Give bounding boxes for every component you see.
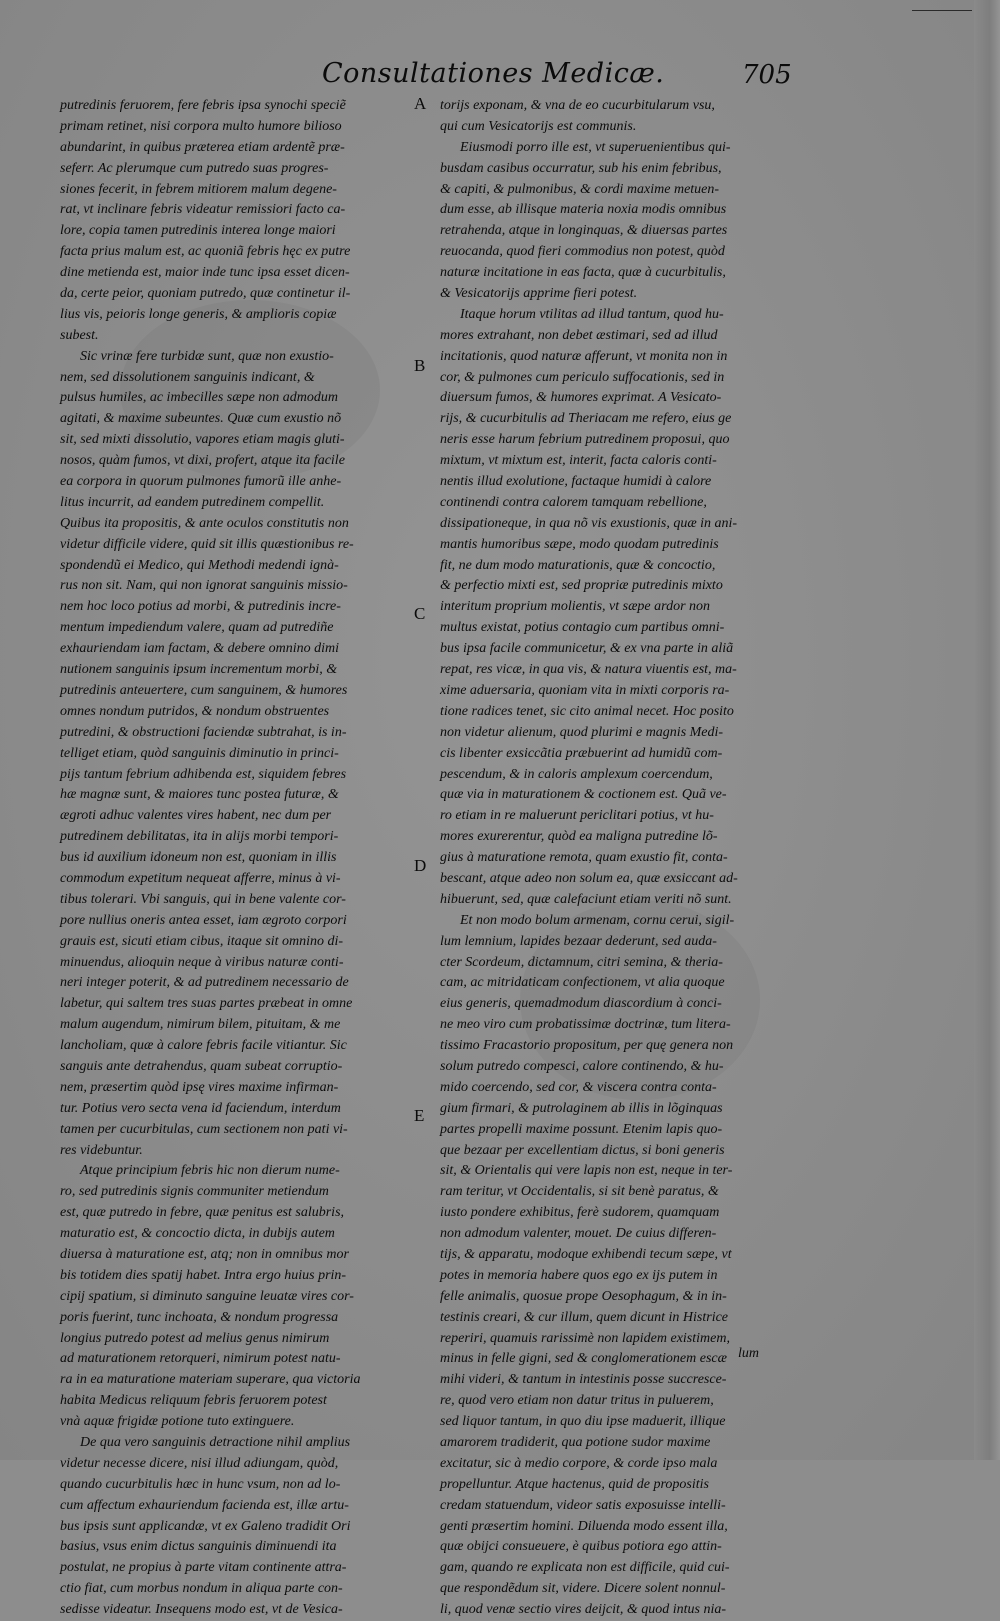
text-line: ram teritur, vt Occidentalis, si sit benè paratus, &	[440, 1184, 719, 1200]
text-line: reperiri, quamuis rarissimè non lapidem existimem,	[440, 1330, 730, 1346]
text-line: ad maturationem retorqueri, nimirum potest natu-	[60, 1351, 341, 1367]
text-line: hæ magnæ sunt, & maiores tunc postea futuræ, &	[60, 787, 339, 803]
text-line: & perfectio mixti est, sed propriæ putredinis mixto	[440, 578, 723, 594]
text-line: poris fuerint, tunc inchoata, & nondum progressa	[60, 1309, 339, 1325]
text-line: tione radices tenet, sic cito animal necet. Hoc posito	[440, 703, 734, 719]
text-line: naturæ incitatione in eas facta, quæ à cucurbitulis,	[440, 265, 726, 281]
text-line: rat, vt inclinare febris videatur remissiori facto ca-	[60, 202, 346, 218]
text-line: fit, ne dum modo maturationis, quæ & concoctio,	[440, 557, 716, 573]
text-line: lore, copia tamen putredinis interea longe maiori	[60, 223, 336, 239]
running-title: Consultationes Medicæ.	[322, 58, 665, 89]
text-line: omnes nondum putridos, & nondum obstruentes	[60, 703, 330, 719]
text-line: putredinem debilitatas, ita in alijs morbi tempori-	[60, 829, 339, 845]
text-line: bus ipsa facile communicetur, & ex vna parte in aliã	[440, 641, 734, 657]
margin-letter-b: B	[414, 356, 426, 375]
text-line: quæ obijci consueuere, è quibus potiora ego attin-	[440, 1539, 722, 1555]
text-line: mentum impediendum valere, quam ad putrediñe	[60, 620, 334, 636]
text-line: incitationis, quod naturæ afferunt, vt monita non in	[440, 348, 728, 364]
crop-mark	[912, 10, 972, 17]
text-line: cis libenter exsiccãtia præbuerint ad humidũ com-	[440, 745, 723, 761]
text-line: felle animalis, quosue prope Oesophagum, & in in-	[440, 1288, 727, 1304]
text-line: cipij spatium, si diminuto sanguine leuatæ vires cor-	[60, 1288, 354, 1304]
text-line: res videbuntur.	[60, 1142, 143, 1158]
text-line: multus existat, potius contagio cum partibus omni-	[440, 620, 725, 636]
text-line: neri integer poterit, & ad putredinem necessario de	[60, 975, 349, 991]
text-line: subest.	[60, 327, 99, 343]
text-line: repat, res vicæ, in qua vis, & natura viuentis est, ma-	[440, 662, 737, 678]
text-line: cam, ac mitridaticam confectionem, vt alia quoque	[440, 975, 725, 991]
text-line: putredinis anteuertere, cum sanguinem, & humores	[60, 682, 348, 698]
text-line: exhauriendam iam factam, & debere omnino dimi	[60, 641, 340, 657]
text-line: dum esse, ab illisque materia noxia modis omnibus	[440, 202, 727, 218]
text-line: est, quæ putredo in febre, quæ penitus est salubris,	[60, 1205, 345, 1221]
text-line: sed liquor tantum, in quo diu ipse maduerit, illique	[440, 1414, 726, 1430]
text-line: qui cum Vesicatorijs est communis.	[440, 118, 637, 134]
text-line: spondendũ ei Medico, qui Methodi medendi ignà-	[60, 557, 339, 573]
text-line: basius, vsus enim dictus sanguinis diminuendi ita	[60, 1539, 337, 1555]
text-line: bescant, atque adeo non solum ea, quæ exsiccant ad-	[440, 870, 738, 886]
text-line: minuendus, alioquin neque à viribus naturæ conti-	[60, 954, 344, 970]
text-line: nosos, quàm fumos, vt dixi, profert, atque ita facile	[60, 453, 345, 469]
page-number: 705	[742, 60, 792, 90]
text-line: rijs, & cucurbitulis ad Theriacam me refero, eius ge	[440, 411, 732, 427]
text-line: propelluntur. Atque hactenus, quid de propositis	[440, 1476, 709, 1492]
text-line: interitum proprium molientis, vt sæpe ardor non	[440, 599, 711, 615]
text-line: & Vesicatorijs apprime fieri potest.	[440, 286, 638, 302]
page-gutter-edge	[974, 0, 1000, 1460]
text-line: que bezaar per excellentiam dictus, si boni generis	[440, 1142, 725, 1158]
text-line: ne meo viro cum probatissimæ doctrinæ, tum litera-	[440, 1017, 731, 1033]
text-line: nentis illud exolutione, factaque humidi à calore	[440, 474, 712, 490]
text-line: tibus tolerari. Vbi sanguis, qui in bene valente cor-	[60, 891, 346, 907]
text-line: credam statuendum, videor satis exposuisse intelli-	[440, 1497, 726, 1513]
text-line: mantis humoribus sæpe, modo quodam putredinis	[440, 536, 719, 552]
text-line: telliget etiam, quòd sanguinis diminutio in princi-	[60, 745, 339, 761]
text-line: labetur, qui saltem tres suas partes præbeat in omne	[60, 996, 353, 1012]
text-line: solum putredo compesci, calore continendo, & hu-	[440, 1058, 724, 1074]
text-line: dissipationeque, in qua nõ vis exustionis, quæ in ani-	[440, 515, 738, 531]
text-line: pore nullius oneris antea esset, iam ægroto corpori	[60, 912, 347, 928]
margin-letter-a: A	[414, 94, 427, 113]
text-line: retrahenda, atque in longinquas, & diuersas partes	[440, 223, 728, 239]
text-line: Sic vrinæ fere turbidæ sunt, quæ non exustio-	[80, 348, 334, 364]
text-line: partes propelli maxime possunt. Etenim lapis quo-	[440, 1121, 723, 1137]
text-line: habita Medicus reliquum febris feruorem potest	[60, 1393, 327, 1409]
text-line: torijs exponam, & vna de eo cucurbitularum vsu,	[440, 98, 715, 113]
text-line: mihi videri, & tantum in intestinis posse succresce-	[440, 1372, 727, 1388]
text-line: tamen per cucurbitulas, cum sectionem non pati vi-	[60, 1121, 348, 1137]
text-line: & capiti, & pulmonibus, & cordi maxime metuen-	[440, 181, 720, 197]
text-line: que respondẽdum sit, videre. Dicere solent nonnul-	[440, 1581, 726, 1597]
text-line: putredinis feruorem, fere febris ipsa synochi speciẽ	[60, 98, 346, 113]
text-line: abundarint, in quibus præterea etiam ardentẽ præ-	[60, 139, 345, 155]
text-line: cor, & pulmones cum periculo suffocationis, sed in	[440, 369, 725, 385]
text-line: videtur necesse dicere, nisi illud adiungam, quòd,	[60, 1455, 339, 1471]
text-line: nem, sed dissolutionem sanguinis indicant, &	[60, 369, 315, 385]
text-line: genti præsertim homini. Diluenda modo essent illa,	[440, 1518, 728, 1534]
text-line: gium firmari, & putrolaginem ab illis in lõginquas	[440, 1100, 723, 1116]
text-line: ro, sed putredinis signis communiter metiendum	[60, 1184, 329, 1200]
text-line: li, quod venæ sectio vires deijcit, & quod intus nia-	[440, 1602, 727, 1618]
text-line: minus in felle gigni, sed & conglomerationem escæ	[440, 1351, 727, 1367]
text-line: mores exurerentur, quòd ea maligna putredine lõ-	[440, 829, 718, 845]
margin-letter-d: D	[414, 856, 427, 875]
text-line: seferr. Ac plerumque cum putredo suas progres-	[60, 160, 329, 176]
margin-letter-e: E	[414, 1106, 425, 1125]
text-line: ea corpora in quorum pulmones fumorũ ille anhe-	[60, 474, 342, 490]
text-line: Itaque horum vtilitas ad illud tantum, quod hu-	[460, 306, 724, 322]
text-line: sedisse videatur. Insequens modo est, vt de Vesica-	[60, 1602, 343, 1618]
text-line: De qua vero sanguinis detractione nihil amplius	[80, 1435, 351, 1450]
text-line: pijs tantum febrium adhibenda est, siquidem febres	[60, 766, 347, 782]
text-line: testinis creari, & cur illum, quem dicunt in Histrice	[440, 1309, 729, 1325]
text-line: da, certe peior, quoniam putredo, quæ continetur il-	[60, 286, 351, 302]
text-line: ctio fiat, cum morbus nondum in aliqua parte con-	[60, 1581, 343, 1597]
text-line: nutionem sanguinis ipsum incrementum morbi, &	[60, 662, 338, 678]
text-line: mido coercendo, sed cor, & viscera contra conta-	[440, 1079, 717, 1095]
text-line: busdam casibus occurratur, sub his enim febribus,	[440, 160, 722, 176]
text-line: vnà aquæ frigidæ potione tuto extinguere.	[60, 1414, 295, 1430]
text-line: sanguis ante detrahendus, quam subeat corruptio-	[60, 1058, 343, 1074]
text-line: ra in ea maturatione materiam superare, qua victoria	[60, 1372, 361, 1388]
text-line: sit, & Orientalis qui vere lapis non est, neque in ter-	[440, 1163, 733, 1179]
text-line: malum augendum, nimirum bilem, pituitam, & me	[60, 1017, 341, 1033]
text-line: putredini, & obstructioni faciendæ subtrahat, is in-	[60, 724, 347, 740]
text-line: sit, sed mixti dissolutio, vapores etiam magis gluti-	[60, 432, 345, 448]
text-line: postulat, ne propius à parte vitam continente attra-	[60, 1560, 347, 1576]
text-line: neris esse harum febrium putredinem proposui, quo	[440, 432, 730, 448]
text-line: diuersa à maturatione est, atq; non in omnibus mor	[60, 1246, 349, 1262]
text-line: potes in memoria habere quos ego ex ijs putem in	[440, 1267, 718, 1283]
text-line: mixtum, vt mixtum est, interit, facta caloris conti-	[440, 453, 717, 469]
text-line: bus id auxilium idoneum non est, quoniam in illis	[60, 850, 337, 866]
text-line: pescendum, & in caloris amplexum coercendum,	[440, 766, 713, 782]
text-line: longius putredo potest ad melius genus nimirum	[60, 1330, 330, 1346]
text-line: pulsus humiles, ac imbecilles sæpe non admodum	[60, 390, 339, 406]
text-line: quæ via in maturationem & coctionem est. Quã ve-	[440, 787, 727, 803]
text-line: lum lemnium, lapides bezaar dederunt, sed auda-	[440, 933, 717, 949]
text-line: continendi contra calorem tamquam rebellione,	[440, 494, 707, 510]
text-line: dine metienda est, maior inde tunc ipsa esset dicen-	[60, 265, 350, 281]
text-line: amarorem tradiderit, qua potione sudor maxime	[440, 1435, 711, 1450]
text-line: nem hoc loco potius ad morbi, & putredinis incre-	[60, 599, 341, 615]
text-line: tijs, & apparatu, modoque exhibendi tecum sæpe, vt	[440, 1246, 732, 1262]
text-line: ro etiam in re maluerunt periclitari potius, vt hu-	[440, 808, 714, 824]
text-line: excitatur, sic à medio corpore, & corde ipso mala	[440, 1455, 718, 1471]
text-line: videtur difficile videre, quid sit illis quæstionibus re-	[60, 536, 354, 552]
text-line: lancholiam, quæ à calore febris facile vitiantur. Sic	[60, 1038, 347, 1054]
text-line: grauis est, sicuti etiam cibus, itaque sit omnino di-	[60, 933, 344, 949]
right-text-column	[440, 96, 800, 1618]
text-line: iusto pondere exhibitus, ferè sudorem, quamquam	[440, 1205, 720, 1221]
text-line: nem, præsertim quòd ipsę vires maxime infirman-	[60, 1079, 339, 1095]
text-line: eius generis, quemadmodum diascordium à conci-	[440, 996, 722, 1012]
text-line: Quibus ita propositis, & ante oculos constitutis non	[60, 515, 349, 531]
text-line: commodum expetitum nequeat afferre, minus à vi-	[60, 870, 341, 886]
text-line: cter Scordeum, dictamnum, citri semina, & theria-	[440, 954, 723, 970]
text-line: lius vis, peioris longe generis, & amplioris copiæ	[60, 306, 337, 322]
text-line: non admodum valenter, mouet. De cuius differen-	[440, 1226, 717, 1242]
margin-letter-c: C	[414, 604, 426, 623]
text-line: facta prius malum est, ac quoniã febris hęc ex putre	[60, 244, 351, 260]
text-line: rus non sit. Nam, qui non ignorat sanguinis missio-	[60, 578, 348, 594]
text-line: bis totidem dies spatij habet. Intra ergo huius prin-	[60, 1267, 347, 1283]
catchword: lum	[738, 1346, 759, 1361]
text-line: hibuerunt, sed, quæ calefaciunt etiam veriti nõ sunt.	[440, 891, 732, 907]
text-line: litus incurrit, ad eandem putredinem compellit.	[60, 494, 325, 510]
text-line: diuersum fumos, & humores exprimat. A Vesicato-	[440, 390, 722, 406]
text-line: tissimo Fracastorio propositum, per quę genera non	[440, 1038, 734, 1054]
text-line: bus ipsis sunt applicandæ, vt ex Galeno tradidit Ori	[60, 1518, 351, 1534]
text-line: gam, quando re explicata non est difficile, quid cui-	[440, 1560, 730, 1576]
text-line: agitati, & maxime subeuntes. Quæ cum exustio nõ	[60, 411, 342, 427]
text-line: re, quod vero etiam non datur tritus in puluerem,	[440, 1393, 714, 1409]
text-line: maturatio est, & concoctio dicta, in dubijs autem	[60, 1226, 335, 1242]
text-line: reuocanda, quod fieri commodius non potest, quòd	[440, 244, 725, 260]
text-line: Eiusmodi porro ille est, vt superuenientibus qui-	[460, 139, 731, 155]
text-line: primam retinet, nisi corpora multo humore bilioso	[60, 118, 342, 134]
text-line: tur. Potius vero secta vena id faciendum, interdum	[60, 1100, 341, 1116]
text-line: ægroti adhuc valentes vires habent, nec dum per	[60, 808, 332, 824]
text-line: xime aduersaria, quoniam vita in mixti corporis ra-	[440, 682, 730, 698]
text-line: Et non modo bolum armenam, cornu cerui, sigil-	[460, 912, 735, 928]
text-line: mores extrahant, non debet æstimari, sed ad illud	[440, 327, 718, 343]
text-line: cum affectum exhauriendum facienda est, illæ artu-	[60, 1497, 349, 1513]
text-line: siones fecerit, in febrem mitiorem malum degene-	[60, 181, 337, 197]
text-line: gius à maturatione remota, quam exustio fit, conta-	[440, 850, 728, 866]
text-line: quando cucurbitulis hæc in hunc vsum, non ad lo-	[60, 1476, 341, 1492]
text-line: Atque principium febris hic non dierum nume-	[80, 1163, 340, 1179]
text-line: non videtur alienum, quod plurimi e magnis Medi-	[440, 724, 724, 740]
left-text-column	[60, 96, 425, 1618]
